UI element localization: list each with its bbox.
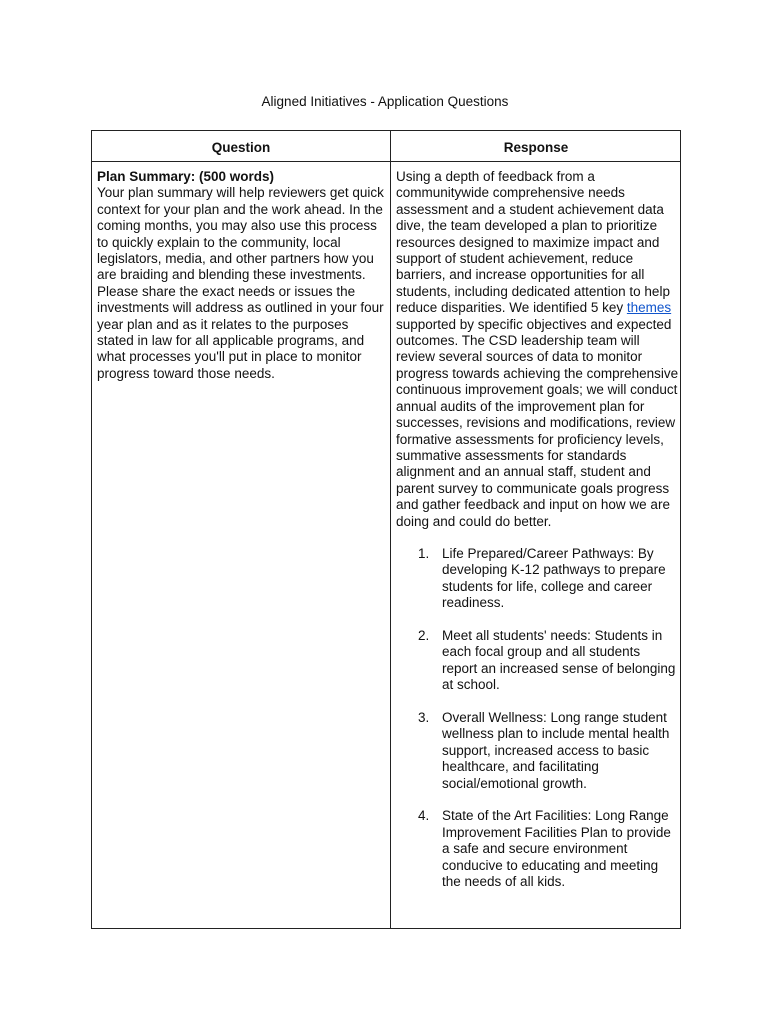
- list-item-number: 4.: [418, 808, 430, 824]
- response-column-header: Response: [503, 140, 569, 155]
- question-body: Your plan summary will help reviewers get quick context for your plan and the work ahead. In the coming months, you may also use this process to quickly explain to the community, local legislators, media, and other partners how you are braiding and blending these investments. Please share the exact needs or issues the investments will address as outlined in your four year plan and as it relates to the purposes stated in law for all applicable programs, and what processes you'll put in place to monitor progress toward those needs.: [97, 185, 384, 381]
- list-item: [396, 710, 679, 792]
- response-cell: [396, 169, 679, 907]
- question-cell: [97, 169, 384, 382]
- response-intro: [396, 169, 679, 530]
- list-item-text: Overall Wellness: Long range student wellness plan to include mental health support, increased access to basic healthcare, and facilitating social/emotional growth.: [442, 709, 670, 791]
- response-intro-start: Using a depth of feedback from a communitywide comprehensive needs assessment and a student achievement data dive, the team developed a plan to prioritize resources designed to maximize impact and support of student achievement, reduce barriers, and increase opportunities for all students, including dedicated attention to help reduce disparities. We identified 5 key: [396, 169, 670, 316]
- response-intro-end: supported by specific objectives and expected outcomes. The CSD leadership team will review several sources of data to monitor progress towards achieving the comprehensive continuous improvement goals; we will conduct annual audits of the improvement plan for successes, revisions and modifications, review formative assessments for proficiency levels, summative assessments for standards alignment and an annual staff, student and parent survey to communicate goals progress and gather feedback and input on how we are doing and could do better.: [396, 316, 679, 529]
- question-heading: Plan Summary: (500 words): [97, 169, 275, 184]
- list-item: [396, 808, 679, 890]
- list-item-number: 2.: [418, 627, 430, 643]
- application-questions-table: [91, 130, 681, 929]
- list-item-number: 1.: [418, 545, 430, 561]
- themes-link[interactable]: themes: [626, 300, 672, 316]
- list-item: [396, 628, 679, 694]
- document-title: Aligned Initiatives - Application Questions: [261, 94, 509, 109]
- header-row-divider: [92, 161, 680, 162]
- list-item: [396, 546, 679, 612]
- list-item-text: State of the Art Facilities: Long Range Improvement Facilities Plan to provide a safe and secure environment conducive to educating and meeting the needs of all kids.: [442, 808, 671, 890]
- list-item-number: 3.: [418, 709, 430, 725]
- list-item-text: Life Prepared/Career Pathways: By developing K-12 pathways to prepare students for life, college and career readiness.: [442, 545, 666, 611]
- column-divider: [390, 131, 391, 928]
- list-item-text: Meet all students' needs: Students in each focal group and all students report an increased sense of belonging at school.: [442, 627, 676, 693]
- question-column-header: Question: [211, 140, 271, 155]
- themes-list: [396, 546, 679, 890]
